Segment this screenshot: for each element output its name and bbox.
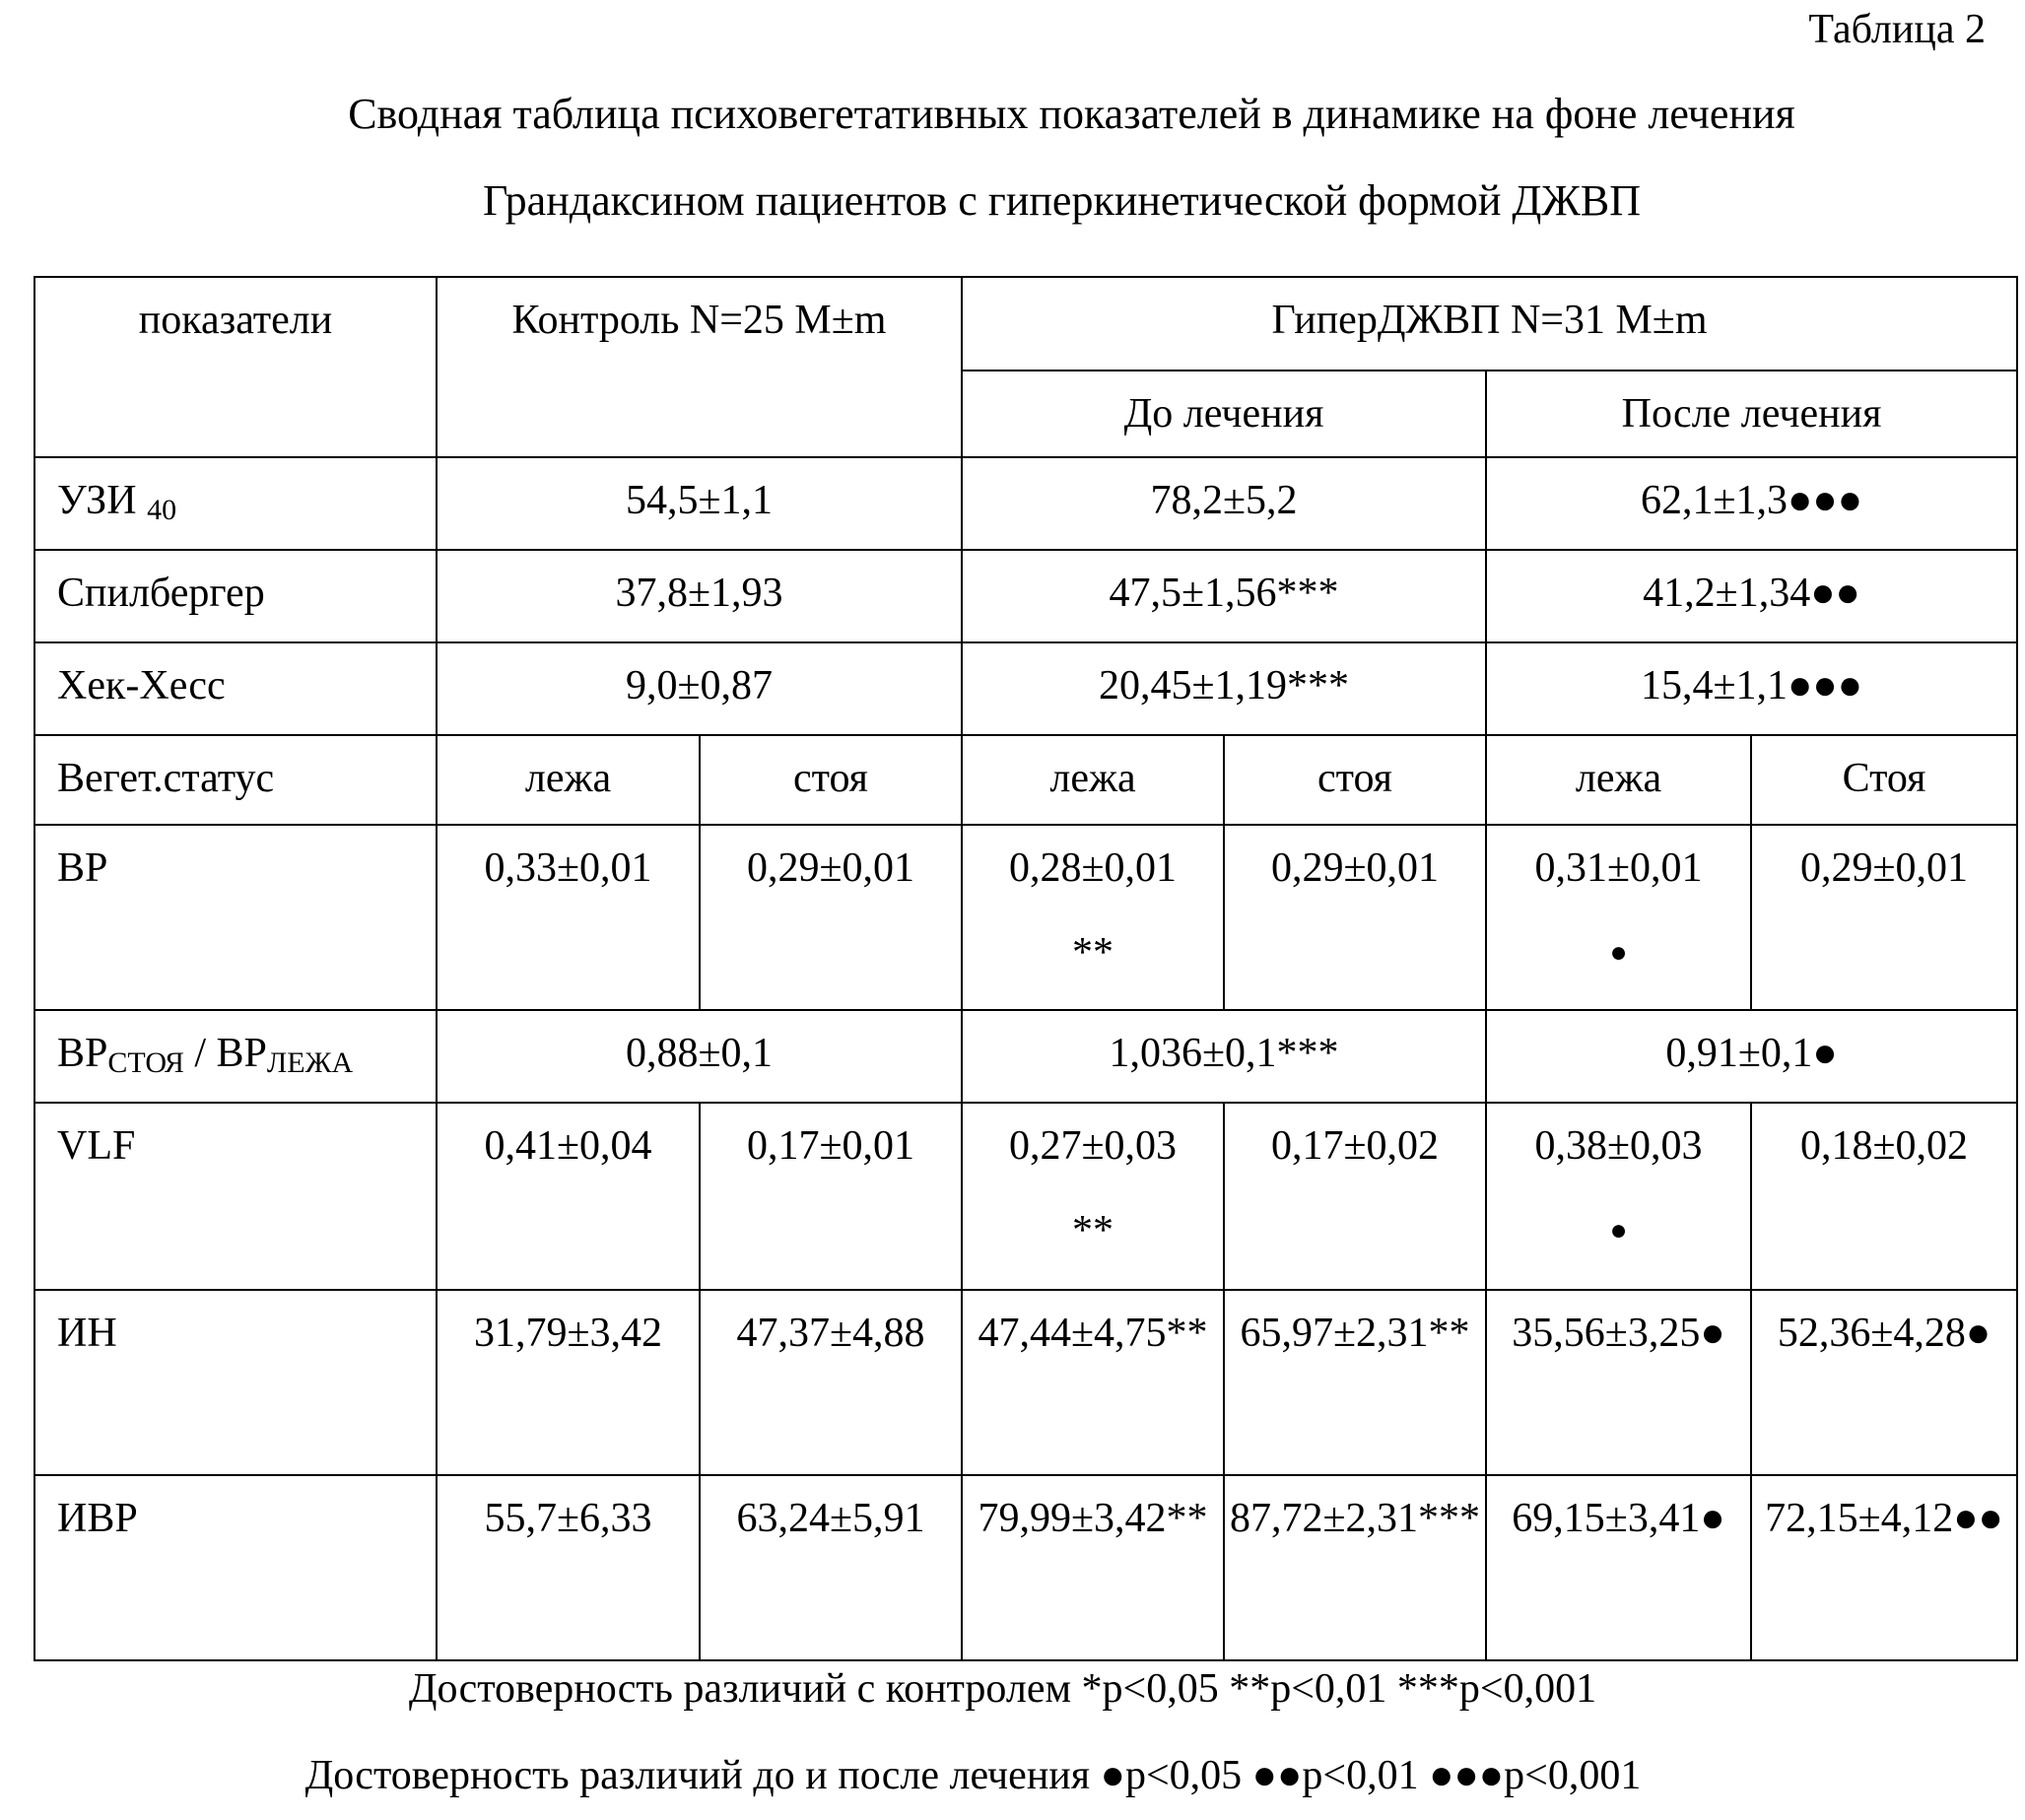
- cell-in-control-standing: 47,37±4,88: [700, 1290, 962, 1475]
- row-uzi: [34, 457, 2017, 550]
- cell-veget-before-standing: стоя: [1224, 735, 1486, 825]
- cell-vr-after-lying: [1486, 825, 1751, 1010]
- cell-vr-after-lying-value: 0,31±0,01: [1534, 845, 1703, 891]
- cell-spielberger-after: 41,2±1,34●●: [1486, 550, 2017, 642]
- cell-vr-before-standing: 0,29±0,01: [1224, 825, 1486, 1010]
- table-title-line-2: Грандаксином пациентов с гиперкинетической формой ДЖВП: [483, 176, 1641, 225]
- cell-vlf-before-lying: [962, 1103, 1224, 1290]
- cell-veget-control-lying: лежа: [437, 735, 700, 825]
- cell-ivr-after-standing: 72,15±4,12●●: [1751, 1475, 2017, 1660]
- cell-vr-control-standing: 0,29±0,01: [700, 825, 962, 1010]
- cell-vr-ratio-after: 0,91±0,1●: [1486, 1010, 2017, 1103]
- cell-vlf-control-lying: 0,41±0,04: [437, 1103, 700, 1290]
- header-after-treatment: После лечения: [1486, 371, 2017, 457]
- cell-uzi-before: 78,2±5,2: [962, 457, 1486, 550]
- cell-in-after-lying: 35,56±3,25●: [1486, 1290, 1751, 1475]
- table-title-line-1: Сводная таблица психовегетативных показателей в динамике на фоне лечения: [348, 90, 1795, 138]
- row-label-vr: ВР: [34, 825, 437, 1010]
- table-number-label: Таблица 2: [1808, 7, 1986, 52]
- header-hyper: ГиперДЖВП N=31 M±m: [962, 277, 2017, 371]
- cell-vr-before-lying-mark: **: [1072, 930, 1114, 976]
- cell-vlf-before-standing: 0,17±0,02: [1224, 1103, 1486, 1290]
- cell-uzi-control: 54,5±1,1: [437, 457, 962, 550]
- cell-vr-control-lying: 0,33±0,01: [437, 825, 700, 1010]
- cell-vlf-after-standing: 0,18±0,02: [1751, 1103, 2017, 1290]
- cell-veget-before-lying: лежа: [962, 735, 1224, 825]
- row-label-spielberger: Спилбергер: [34, 550, 437, 642]
- cell-in-after-standing: 52,36±4,28●: [1751, 1290, 2017, 1475]
- cell-vlf-before-lying-mark: **: [1072, 1208, 1114, 1253]
- cell-vr-after-lying-mark: ●: [1609, 936, 1628, 969]
- row-veget-status: [34, 735, 2017, 825]
- row-label-uzi: УЗИ 40: [34, 457, 437, 550]
- cell-vr-ratio-control: 0,88±0,1: [437, 1010, 962, 1103]
- cell-vlf-control-standing: 0,17±0,01: [700, 1103, 962, 1290]
- footnote-treatment-significance: Достоверность различий до и после лечения ●р<0,05 ●●р<0,01 ●●●р<0,001: [304, 1753, 1642, 1798]
- cell-ivr-control-standing: 63,24±5,91: [700, 1475, 962, 1660]
- row-spielberger: [34, 550, 2017, 642]
- cell-spielberger-control: 37,8±1,93: [437, 550, 962, 642]
- cell-vr-before-lying: [962, 825, 1224, 1010]
- cell-in-before-standing: 65,97±2,31**: [1224, 1290, 1486, 1475]
- row-label-ivr: ИВР: [34, 1475, 437, 1660]
- header-row-1: [34, 277, 2017, 371]
- cell-vlf-after-lying-value: 0,38±0,03: [1534, 1123, 1703, 1169]
- header-control: Контроль N=25 M±m: [437, 277, 962, 457]
- row-vr: [34, 825, 2017, 1010]
- row-ivr: [34, 1475, 2017, 1660]
- cell-vlf-before-lying-value: 0,27±0,03: [1008, 1123, 1178, 1169]
- cell-veget-after-lying: лежа: [1486, 735, 1751, 825]
- indicators-table: [34, 276, 2018, 1661]
- cell-ivr-control-lying: 55,7±6,33: [437, 1475, 700, 1660]
- cell-ivr-before-standing: 87,72±2,31***: [1224, 1475, 1486, 1660]
- footnote-control-significance: Достоверность различий с контролем *р<0,05 **р<0,01 ***р<0,001: [408, 1666, 1597, 1712]
- row-label-vr-ratio: ВРСТОЯ / ВРЛЕЖА: [34, 1010, 437, 1103]
- row-in: [34, 1290, 2017, 1475]
- row-vlf: [34, 1103, 2017, 1290]
- cell-vr-before-lying-value: 0,28±0,01: [1008, 845, 1178, 891]
- cell-vlf-after-lying: [1486, 1103, 1751, 1290]
- cell-in-control-lying: 31,79±3,42: [437, 1290, 700, 1475]
- cell-uzi-after: 62,1±1,3●●●: [1486, 457, 2017, 550]
- row-label-in: ИН: [34, 1290, 437, 1475]
- header-before-treatment: До лечения: [962, 371, 1486, 457]
- cell-hek-hess-control: 9,0±0,87: [437, 642, 962, 735]
- row-label-veget-status: Вегет.статус: [34, 735, 437, 825]
- cell-veget-after-standing: Стоя: [1751, 735, 2017, 825]
- cell-vlf-after-lying-mark: ●: [1609, 1214, 1628, 1247]
- cell-hek-hess-before: 20,45±1,19***: [962, 642, 1486, 735]
- cell-ivr-before-lying: 79,99±3,42**: [962, 1475, 1224, 1660]
- row-hek-hess: [34, 642, 2017, 735]
- cell-vr-ratio-before: 1,036±0,1***: [962, 1010, 1486, 1103]
- cell-in-before-lying: 47,44±4,75**: [962, 1290, 1224, 1475]
- cell-vr-after-standing: 0,29±0,01: [1751, 825, 2017, 1010]
- row-vr-ratio: [34, 1010, 2017, 1103]
- header-indicators: показатели: [34, 277, 437, 457]
- cell-ivr-after-lying: 69,15±3,41●: [1486, 1475, 1751, 1660]
- cell-veget-control-standing: стоя: [700, 735, 962, 825]
- cell-hek-hess-after: 15,4±1,1●●●: [1486, 642, 2017, 735]
- row-label-vlf: VLF: [34, 1103, 437, 1290]
- row-label-hek-hess: Хек-Хесс: [34, 642, 437, 735]
- cell-spielberger-before: 47,5±1,56***: [962, 550, 1486, 642]
